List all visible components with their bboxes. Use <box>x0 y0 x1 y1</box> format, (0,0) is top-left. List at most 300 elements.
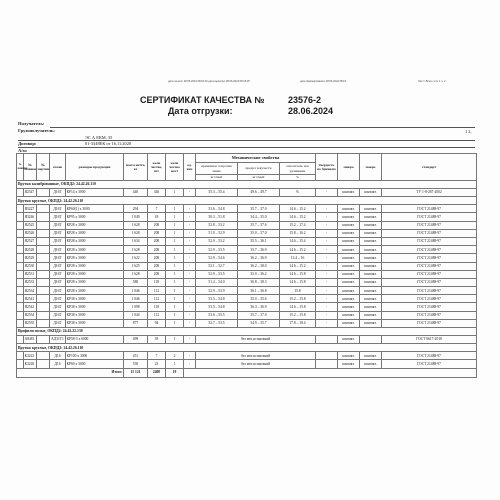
consignee-label: Грузополучатель: <box>18 128 55 133</box>
total-mest: 19 <box>166 368 184 377</box>
cell-splav: Д16Т <box>50 295 66 303</box>
cell-tv: - <box>316 303 338 311</box>
cell-mi: контакт. <box>338 229 360 237</box>
cell-ed: - <box>184 213 196 221</box>
col-tverd: твердость по бринелю <box>316 154 338 181</box>
table-row <box>17 189 477 197</box>
cell-pos <box>17 254 24 262</box>
cell-sht: 208 <box>148 229 166 237</box>
cell-size: КР38 х 3000 <box>66 295 124 303</box>
cell-splav: Д16Т <box>50 246 66 254</box>
cell-mi: контакт. <box>338 336 360 344</box>
table-row <box>17 303 477 311</box>
cell-vr: 52.9 – 53.5 <box>196 270 238 278</box>
cell-ma: контакт. <box>360 311 382 319</box>
recipient-line <box>50 127 475 128</box>
cell-plavka: К3226 <box>24 360 37 368</box>
cell-sht: 93 <box>148 336 166 344</box>
cell-udl: 15.2 – 17.4 <box>280 221 316 229</box>
cell-partiya <box>37 287 50 295</box>
cell-ma: контакт. <box>360 213 382 221</box>
table-row <box>17 237 477 245</box>
cell-udl: 14.6 – 15.8 <box>280 303 316 311</box>
cell-massa: 1 628 <box>124 221 148 229</box>
cell-udl: 13.4 – 16 <box>280 254 316 262</box>
cell-massa: 1 049 <box>124 213 148 221</box>
cell-udl: 14.6 – 15.4 <box>280 237 316 245</box>
cell-mest: 1 <box>166 189 184 197</box>
cell-tv: - <box>316 229 338 237</box>
cell-size: КР28 х 3000 <box>66 237 124 245</box>
table-row <box>17 221 477 229</box>
cell-tv: - <box>316 262 338 270</box>
cell-size: КР60 х 3000 <box>66 360 124 368</box>
cell-udl: 14.6 – 15.8 <box>280 278 316 286</box>
cell-sht: 94 <box>148 319 166 327</box>
cell-vr: 53.5 – 54.8 <box>196 295 238 303</box>
cell-splav: Д16Т <box>50 229 66 237</box>
cell-plavka: Я2529 <box>24 254 37 262</box>
certificate-table <box>16 153 477 378</box>
cell-mi: контакт. <box>338 270 360 278</box>
contract-line <box>18 147 475 148</box>
cell-pos <box>17 229 24 237</box>
section-title: Прутки круглые, ОКПД2: 24.42.26.110 <box>17 344 477 352</box>
cell-size: КР28 х 3000 <box>66 229 124 237</box>
cell-partiya <box>37 360 50 368</box>
cell-partiya <box>37 303 50 311</box>
cell-std: ГОСТ 21488-97 <box>382 311 477 319</box>
cell-plavka: Я2541 <box>24 295 37 303</box>
cell-vr: 55.3 – 55.4 <box>196 189 238 197</box>
cell-pos <box>17 311 24 319</box>
col-position: № позиции <box>17 154 24 181</box>
shipment-date-label: Дата отгрузки: <box>168 106 233 116</box>
cell-std: ГОСТ 8617-2018 <box>382 336 477 344</box>
cell-mi: контакт. <box>338 189 360 197</box>
cell-mest: 1 <box>166 221 184 229</box>
cell-plavka: К3222 <box>24 352 37 360</box>
col-makro: макро <box>360 154 382 181</box>
cell-sht: 7 <box>148 205 166 213</box>
cell-std: ГОСТ 21488-97 <box>382 303 477 311</box>
table-row <box>17 311 477 319</box>
consignee-right-value: 1 2, <box>465 129 472 134</box>
cell-ma: контакт. <box>360 229 382 237</box>
cell-sht: 208 <box>148 254 166 262</box>
col-mech-props: Механические свойства <box>196 154 316 163</box>
cell-splav: Д16Т <box>50 278 66 286</box>
cell-size: КР28 х 3000 <box>66 221 124 229</box>
col-standart: стандарт <box>382 154 477 181</box>
cell-size: КР28 х 3000 <box>66 262 124 270</box>
cell-mest: 1 <box>166 254 184 262</box>
cell-ma: контакт. <box>360 237 382 245</box>
cell-vr: 52.1 – 52.7 <box>196 262 238 270</box>
section-header-row <box>17 181 477 189</box>
cell-udl: 17.8 – 18.4 <box>280 319 316 327</box>
cell-sht: 112 <box>148 287 166 295</box>
table-row <box>17 262 477 270</box>
cell-mi: контакт. <box>338 246 360 254</box>
cell-splav: Д16Т <box>50 262 66 270</box>
total-empty <box>184 368 477 377</box>
cell-ed: - <box>184 360 196 368</box>
cell-mi: контакт. <box>338 254 360 262</box>
cell-tv <box>316 360 338 368</box>
cell-tek: 36.2 – 38.0 <box>238 262 280 270</box>
cell-tek: 36.3 – 36.9 <box>238 303 280 311</box>
cell-tv: - <box>316 189 338 197</box>
cell-tek: 35.7 – 37.0 <box>238 205 280 213</box>
section-header-row <box>17 344 477 352</box>
cell-std: ГОСТ 21488-97 <box>382 270 477 278</box>
cell-tek: 36.8 – 38.3 <box>238 278 280 286</box>
cell-massa: 1 625 <box>124 262 148 270</box>
total-label: Итого: <box>17 368 124 377</box>
table-row <box>17 287 477 295</box>
cell-std: ГОСТ 21488-97 <box>382 205 477 213</box>
col-kol-mest: коли чество мест <box>166 154 184 181</box>
section-title: Прутки калиброванные, ОКПД2: 24.42.26.110 <box>17 181 477 189</box>
recipient-label: Получатель: <box>18 121 45 126</box>
cell-partiya <box>37 270 50 278</box>
cell-pos <box>17 237 24 245</box>
table-row <box>17 336 477 344</box>
col-razmery: размеры продукции <box>66 154 124 181</box>
cell-no-mech-tests: без мех.испытаний <box>196 336 316 344</box>
cell-mest: 1 <box>166 213 184 221</box>
cell-tv <box>316 352 338 360</box>
cell-std: ГОСТ 21488-97 <box>382 213 477 221</box>
cell-ed: - <box>184 352 196 360</box>
cell-mi: контакт. <box>338 352 360 360</box>
cell-sht: 18 <box>148 213 166 221</box>
col-massa: масса нетто, кг <box>124 154 148 181</box>
cell-ed: - <box>184 246 196 254</box>
cell-pos <box>17 336 24 344</box>
cell-partiya <box>37 278 50 286</box>
cell-tek: 49.6 – 49.7 <box>238 189 280 197</box>
cell-ed: - <box>184 270 196 278</box>
contract-label: Договор: <box>18 141 37 146</box>
cell-vr: 53.6 – 54.8 <box>196 205 238 213</box>
cell-size: КР100 х 3000 <box>66 352 124 360</box>
cell-tv: - <box>316 213 338 221</box>
cell-massa: 877 <box>124 319 148 327</box>
cell-vr: 52.9 – 53.5 <box>196 246 238 254</box>
cell-sht: 208 <box>148 246 166 254</box>
cell-ed: - <box>184 254 196 262</box>
cell-pos <box>17 303 24 311</box>
cell-mi: контакт. <box>338 205 360 213</box>
cell-splav: Д16Т <box>50 237 66 245</box>
cell-sht: 118 <box>148 278 166 286</box>
cell-sht: 346 <box>148 189 166 197</box>
cell-massa: 550 <box>124 360 148 368</box>
cell-size: КР28 х 3000 <box>66 246 124 254</box>
cell-pos <box>17 352 24 360</box>
cell-ed: - <box>184 205 196 213</box>
table-row <box>17 352 477 360</box>
cell-udl: 15.8 – 16.2 <box>280 229 316 237</box>
cell-tek: 34.9 – 35.7 <box>238 319 280 327</box>
table-row <box>17 295 477 303</box>
section-header-row <box>17 328 477 336</box>
cell-ma: контакт. <box>360 319 382 327</box>
cell-sht: 208 <box>148 262 166 270</box>
cell-tek: 35.5 – 36.1 <box>238 237 280 245</box>
cell-udl: 15.2 – 15.8 <box>280 311 316 319</box>
cell-splav: Д16 <box>50 352 66 360</box>
cell-mi: контакт. <box>338 287 360 295</box>
cell-pos <box>17 189 24 197</box>
table-row <box>17 270 477 278</box>
cell-plavka: Я2527 <box>24 237 37 245</box>
cell-mi: контакт. <box>338 262 360 270</box>
cell-plavka: Я2554 <box>24 311 37 319</box>
cell-ma <box>360 336 382 344</box>
cell-mi: контакт. <box>338 221 360 229</box>
cell-plavka: Я2542 <box>24 303 37 311</box>
cell-size: КР38 х 3000 <box>66 319 124 327</box>
cell-tv: - <box>316 287 338 295</box>
cell-size: КР28 х 3000 <box>66 270 124 278</box>
cell-ma: контакт. <box>360 189 382 197</box>
cell-splav: Д16Т <box>50 205 66 213</box>
cell-splav: АД31Т1 <box>50 336 66 344</box>
title-label: СЕРТИФИКАТ КАЧЕСТВА № <box>140 95 265 105</box>
cell-udl: 14.6 – 15.2 <box>280 205 316 213</box>
print-date-meta: дата печати: 28.06.2024 08:15:23 дата выписки: 28.06.2024 08:15:25 <box>168 80 250 83</box>
cell-sht: 118 <box>148 303 166 311</box>
cell-pos <box>17 262 24 270</box>
col-edizm: ед. изм <box>184 154 196 181</box>
cell-mest: 1 <box>166 287 184 295</box>
cell-size: КР14 х 3000 <box>66 189 124 197</box>
cell-ma: контакт. <box>360 278 382 286</box>
table-row <box>17 205 477 213</box>
cell-plavka: Я2347 <box>24 189 37 197</box>
cell-pos <box>17 319 24 327</box>
col-vrem: временное сопротив ление <box>196 163 238 175</box>
col-splav: сплав <box>50 154 66 181</box>
cell-plavka: Я2526 <box>24 229 37 237</box>
cell-mest: 1 <box>166 319 184 327</box>
cell-splav: Д16Т <box>50 303 66 311</box>
cell-sht: 7 <box>148 352 166 360</box>
table-row <box>17 229 477 237</box>
cell-ed: - <box>184 336 196 344</box>
cell-splav: Д16Т <box>50 254 66 262</box>
cell-plavka: Я2531 <box>24 270 37 278</box>
section-title: Прутки круглые, ОКПД2: 24.42.26.110 <box>17 197 477 205</box>
cell-partiya <box>37 205 50 213</box>
cell-partiya <box>37 262 50 270</box>
cell-size: КР38 х 3000 <box>66 311 124 319</box>
cell-ed: - <box>184 237 196 245</box>
cell-ma: контакт. <box>360 205 382 213</box>
cell-pos <box>17 360 24 368</box>
cell-partiya <box>37 254 50 262</box>
cell-sht: 112 <box>148 311 166 319</box>
cell-std: ГОСТ 21488-97 <box>382 360 477 368</box>
cell-std: ГОСТ 21488-97 <box>382 237 477 245</box>
cell-no-mech-tests: без мех.испытаний <box>196 360 316 368</box>
cell-massa: 1 628 <box>124 270 148 278</box>
cell-ma: контакт. <box>360 295 382 303</box>
cell-std: ГОСТ 21488-97 <box>382 319 477 327</box>
cell-mest: 1 <box>166 303 184 311</box>
cell-vr: 52.0 – 53.2 <box>196 237 238 245</box>
cell-tv: - <box>316 246 338 254</box>
cell-ed: - <box>184 262 196 270</box>
cell-no-mech-tests: без мех.испытаний <box>196 352 316 360</box>
cell-ed: - <box>184 221 196 229</box>
cell-vr: 50.3 – 51.8 <box>196 213 238 221</box>
cell-mi: контакт. <box>338 295 360 303</box>
cell-splav: Д16Т <box>50 319 66 327</box>
cell-udl: 15.2 – 15.8 <box>280 295 316 303</box>
cell-tv: - <box>316 278 338 286</box>
table-row <box>17 254 477 262</box>
cell-std: ГОСТ 21488-97 <box>382 221 477 229</box>
cell-mi: контакт. <box>338 311 360 319</box>
cell-mi: контакт. <box>338 303 360 311</box>
cell-mi: контакт. <box>338 237 360 245</box>
cell-tv: - <box>316 205 338 213</box>
cell-tv: - <box>316 319 338 327</box>
cell-ed: - <box>184 229 196 237</box>
cell-std: ГОСТ 21488-97 <box>382 254 477 262</box>
cell-vr: 52.8 – 53.2 <box>196 221 238 229</box>
cell-partiya <box>37 319 50 327</box>
cell-tv: - <box>316 295 338 303</box>
cell-tek: 35.7 – 36.9 <box>238 246 280 254</box>
cell-mest: 1 <box>166 311 184 319</box>
cell-ed: - <box>184 295 196 303</box>
header-row-1 <box>17 154 477 163</box>
cell-splav: Д16 <box>50 360 66 368</box>
cell-tv: - <box>316 254 338 262</box>
cell-mest: 1 <box>166 237 184 245</box>
cell-partiya <box>37 352 50 360</box>
cell-udl: 14.6 – 15.8 <box>280 270 316 278</box>
cell-partiya <box>37 295 50 303</box>
cell-vr: 51.0 – 52.9 <box>196 229 238 237</box>
cell-std: ГОСТ 21488-97 <box>382 352 477 360</box>
certificate-number: 23576-2 <box>288 95 322 105</box>
cell-partiya <box>37 237 50 245</box>
cell-vr: 51.4 – 54.0 <box>196 278 238 286</box>
cell-size: КР28 х 3000 <box>66 278 124 286</box>
cell-mest: 1 <box>166 229 184 237</box>
cell-massa: 1 098 <box>124 303 148 311</box>
cell-tv <box>316 336 338 344</box>
cell-massa: 499 <box>124 336 148 344</box>
cell-ma: контакт. <box>360 262 382 270</box>
section-header-row <box>17 197 477 205</box>
cell-splav: Д16Т <box>50 213 66 221</box>
cell-vr: 53.6 – 55.5 <box>196 311 238 319</box>
cell-partiya <box>37 213 50 221</box>
cell-ma: контакт. <box>360 270 382 278</box>
cell-splav: Д16Т <box>50 311 66 319</box>
col-partiya: № партии <box>37 154 50 181</box>
cell-vr: 52.7 – 53.5 <box>196 319 238 327</box>
cell-std: ГОСТ 21488-97 <box>382 262 477 270</box>
cell-plavka: Я3246 <box>24 213 37 221</box>
cell-tek: 34.4 – 35.0 <box>238 213 280 221</box>
cell-massa: 1 044 <box>124 311 148 319</box>
cell-size: КР58-3 х 6000 <box>66 336 124 344</box>
cell-std: ТУ 1-8-267-2002 <box>382 189 477 197</box>
cell-pos <box>17 213 24 221</box>
cell-massa: 440 <box>124 189 148 197</box>
cell-pos <box>17 278 24 286</box>
cell-ed: - <box>184 287 196 295</box>
vehicle-label: А/м: <box>18 148 28 153</box>
table-row <box>17 246 477 254</box>
cell-std: ГОСТ 21488-97 <box>382 287 477 295</box>
cell-udl: 15.8 <box>280 287 316 295</box>
unit-kgs-2: кгс/мм2 <box>238 175 280 181</box>
col-kol-sht: коли чество, шт <box>148 154 166 181</box>
total-row <box>17 368 477 377</box>
cell-ma: контакт. <box>360 287 382 295</box>
cell-pos <box>17 205 24 213</box>
cell-splav: Д16Т <box>50 287 66 295</box>
cell-plavka: Я2525 <box>24 221 37 229</box>
cell-tv: - <box>316 311 338 319</box>
cell-sht: 208 <box>148 221 166 229</box>
cell-sht: 23 <box>148 360 166 368</box>
cell-massa: 451 <box>124 352 148 360</box>
cell-size: КР95 х 3000 <box>66 213 124 221</box>
cell-mest: 2 <box>166 352 184 360</box>
cell-splav: Д16Т <box>50 189 66 197</box>
cell-mi: контакт. <box>338 319 360 327</box>
table-row <box>17 213 477 221</box>
cell-sht: 208 <box>148 270 166 278</box>
cell-mest: 1 <box>166 262 184 270</box>
cell-mest: 1 <box>166 246 184 254</box>
cell-size: КР60(1) х 3000 <box>66 205 124 213</box>
cell-ma: контакт. <box>360 352 382 360</box>
cell-plavka: Я3227 <box>24 205 37 213</box>
cell-ed: - <box>184 278 196 286</box>
sheet-counter: Лист / Всего 1 из 1 л. 2 <box>418 80 446 83</box>
col-plavka: № плавки <box>24 154 37 181</box>
cell-std: ГОСТ 21488-97 <box>382 246 477 254</box>
cell-mest: 1 <box>166 295 184 303</box>
cell-tv: - <box>316 270 338 278</box>
cell-ed: - <box>184 311 196 319</box>
cell-pos <box>17 287 24 295</box>
cell-plavka: Я2533 <box>24 278 37 286</box>
cell-pos <box>17 221 24 229</box>
cell-partiya <box>37 229 50 237</box>
cell-tek: 35.0 – 36.2 <box>238 270 280 278</box>
contract-value: 01-3348ЕК от 16.11.2020 <box>85 141 132 146</box>
cell-vr: 52.9 – 54.6 <box>196 254 238 262</box>
cell-partiya <box>37 221 50 229</box>
cell-tek: 35.0 – 35.6 <box>238 295 280 303</box>
cell-mest: 1 <box>166 278 184 286</box>
cell-tek: 36.1 – 36.8 <box>238 287 280 295</box>
shipment-date: 28.06.2024 <box>288 106 334 116</box>
cell-sht: 112 <box>148 295 166 303</box>
